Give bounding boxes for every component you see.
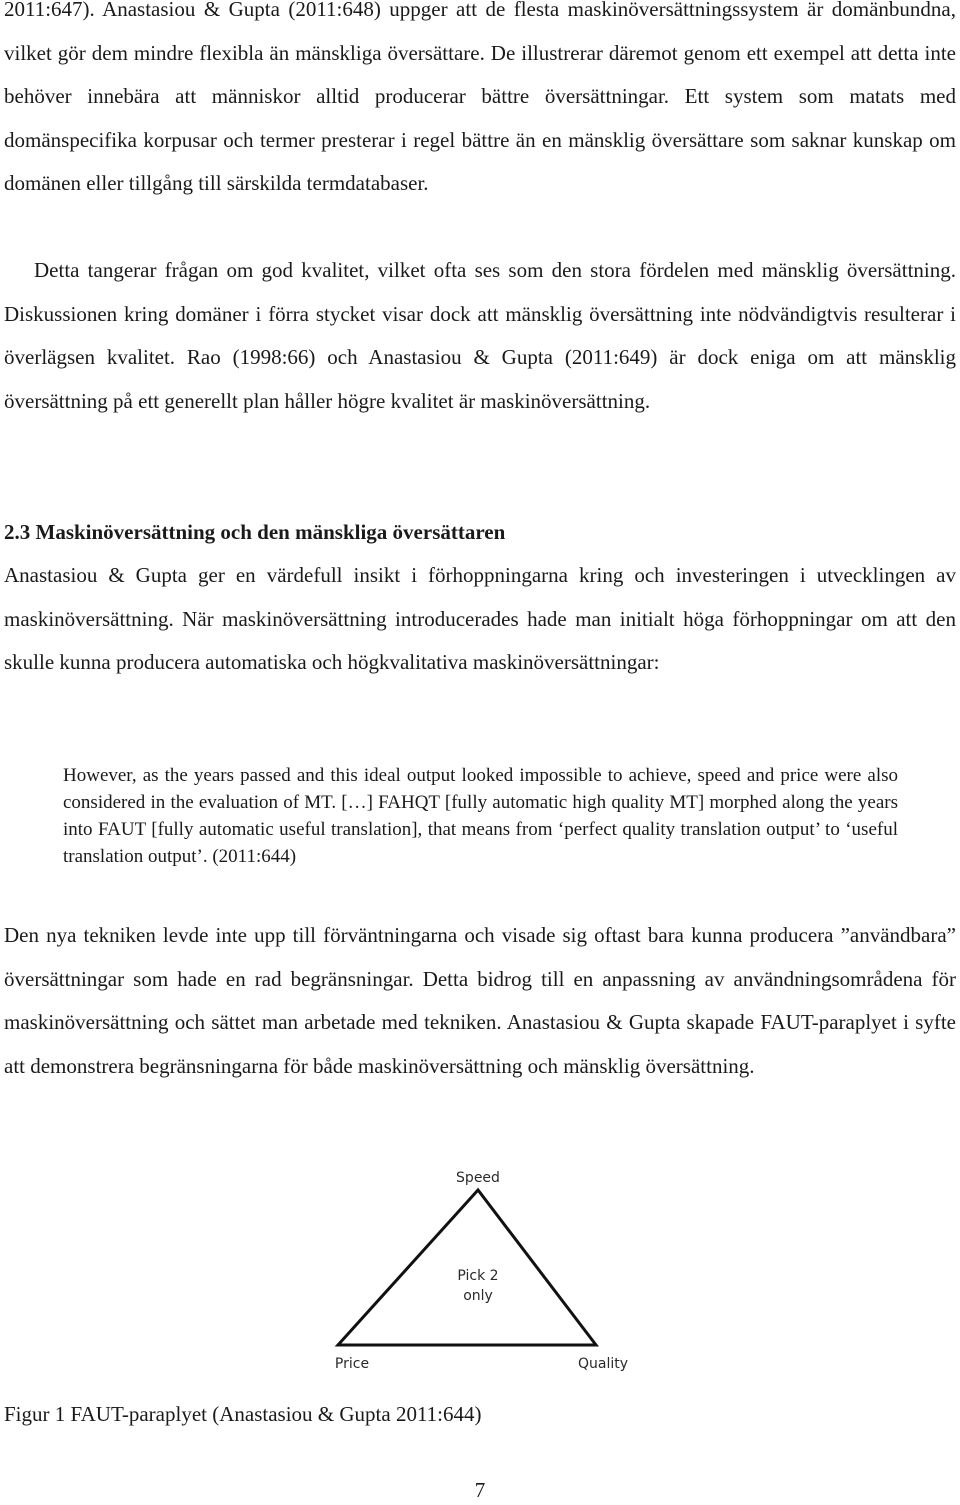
section-heading: 2.3 Maskinöversättning och den mänskliga översättaren <box>4 520 506 544</box>
only-label: only <box>463 1288 493 1304</box>
paragraph-faut-umbrella: Den nya tekniken levde inte upp till förväntningarna och visade sig oftast bara kunna producera ”användbara” översättningar som hade en rad begränsningar. Detta bidrog till en anpassning av användningsområdena för maskinöversättning och sättet man arbetade med tekniken. Anastasiou & Gupta skapade FAUT-paraplyet i syfte att demonstrera begränsningarna för både maskinöversättning och mänsklig översättning. <box>4 923 956 1078</box>
triangle-diagram <box>320 1160 640 1380</box>
pick-two-label: Pick 2 <box>457 1268 499 1284</box>
quality-label: Quality <box>577 1356 629 1372</box>
paragraph-quality: Detta tangerar frågan om god kvalitet, vilket ofta ses som den stora fördelen med mänsklig översättning. Diskussionen kring domäner i förra stycket visar dock att mänsklig översättning inte nödvändigtvis resulterar i överlägsen kvalitet. Rao (1998:66) och Anastasiou & Gupta (2011:649) är dock eniga om att mänsklig översättning på ett generellt plan håller högre kvalitet är maskinöversättning. <box>4 258 956 413</box>
faut-triangle-figure <box>320 1160 640 1380</box>
paragraph-domain-bound: 2011:647). Anastasiou & Gupta (2011:648) uppger att de flesta maskinöversättningssystem är domänbundna, vilket gör dem mindre flexibla än mänskliga översättare. De illustrerar däremot genom ett exempel att detta inte behöver innebära att människor alltid producerar bättre översättningar. Ett system som matats med domänspecifika korpusar och termer presterar i regel bättre än en mänsklig översättare som saknar kunskap om domänen eller tillgång till särskilda termdatabaser. <box>4 0 956 195</box>
speed-label: Speed <box>456 1170 500 1186</box>
figure-caption: Figur 1 FAUT-paraplyet (Anastasiou & Gupta 2011:644) <box>4 1402 482 1426</box>
price-label: Price <box>334 1356 370 1372</box>
block-quote: However, as the years passed and this ideal output looked impossible to achieve, speed and price were also considered in the evaluation of MT. […] FAHQT [fully automatic high quality MT] morphed along the years into FAUT [fully automatic useful translation], that means from ‘perfect quality translation output’ to ‘useful translation output’. (2011:644) <box>63 765 898 867</box>
paragraph-expectations: Anastasiou & Gupta ger en värdefull insikt i förhoppningarna kring och investeringen i utvecklingen av maskinöversättning. När maskinöversättning introducerades hade man initialt höga förhoppningar om att den skulle kunna producera automatiska och högkvalitativa maskinöversättningar: <box>4 563 956 674</box>
page-number: 7 <box>474 1478 486 1502</box>
